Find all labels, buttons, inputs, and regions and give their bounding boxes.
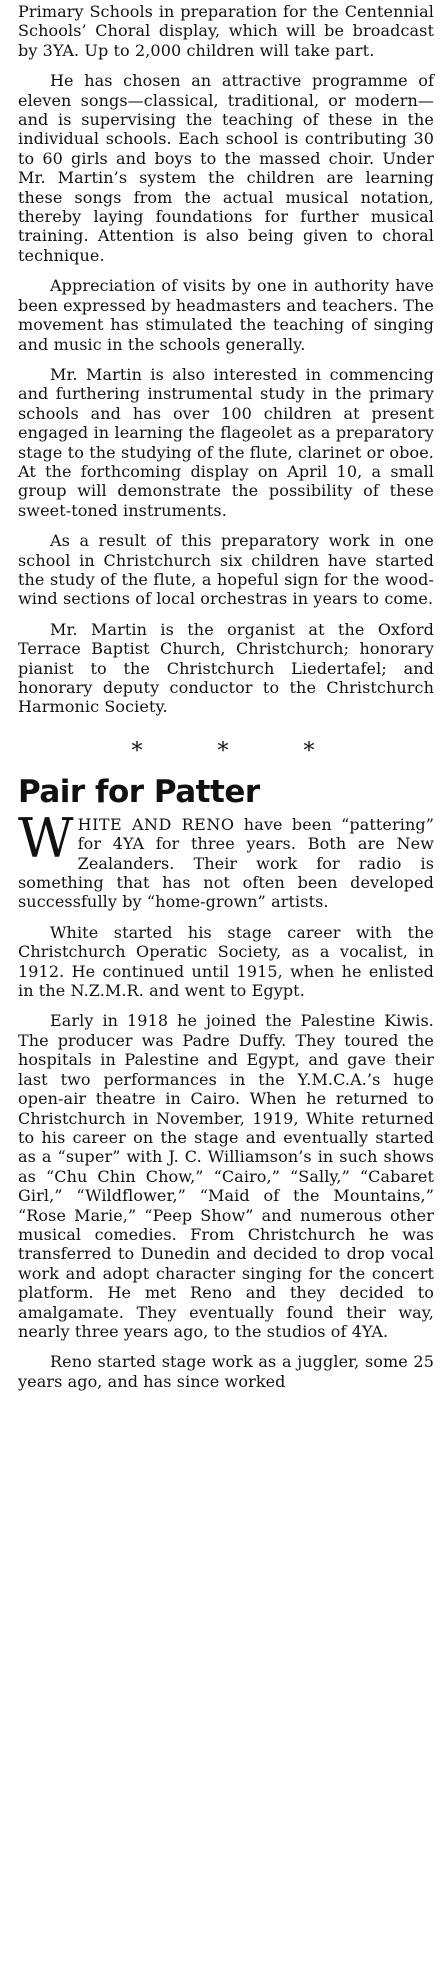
article1-paragraph-6: Mr. Martin is the organist at the Oxford Terrace Baptist Church, Christchurch; honorary pianist to the Christchurch Liedertafel; and honorary deputy conductor to the Christchurch Harmonic Society. (18, 619, 434, 717)
article2-paragraph-1 (18, 806, 434, 912)
article2-paragraph-1-text: have been “pattering” for 4YA for three years. Both are New Zealanders. Their work for radio is something that has not often been developed successfully by “home-grown” artists. (18, 814, 434, 912)
article2-headline: Pair for Patter (18, 773, 260, 810)
drop-cap-letter: W (18, 806, 74, 870)
section-separator: * * * (131, 738, 349, 764)
article1-paragraph-1: Primary Schools in preparation for the Centennial Schools’ Choral display, which will be broadcast by 3YA. Up to 2,000 children will take part. (18, 2, 434, 60)
lead-in-words: HITE AND RENO (77, 814, 235, 834)
article1-paragraph-2: He has chosen an attractive programme of eleven songs—classical, traditional, or modern—and is supervising the teaching of these in the individual schools. Each school is contributing 30 to 60 girls and boys to the massed choir. Under Mr. Martin’s system the children are learning these songs from the actual musical notation, thereby laying foundations for further musical training. Attention is also being given to choral technique. (18, 71, 434, 265)
text-column (18, 2, 434, 1391)
article2-paragraph-2: White started his stage career with the Christchurch Operatic Society, as a vocalist, in 1912. He continued until 1915, when he enlisted in the N.Z.M.R. and went to Egypt. (18, 922, 434, 1001)
article2-paragraph-4: Reno started stage work as a juggler, some 25 years ago, and has since worked (18, 1352, 434, 1391)
article2-paragraph-3: Early in 1918 he joined the Palestine Kiwis. The producer was Padre Duffy. They toured the hospitals in Palestine and Egypt, and gave their last two performances in the Y.M.C.A.’s huge open-air theatre in Cairo. When he returned to Christchurch in November, 1919, White returned to his career on the stage and eventually started as a “super” with J. C. Williamson’s in such shows as “Chu Chin Chow,” “Cairo,” “Sally,” “Cabaret Girl,” “Wildflower,” “Maid of the Mountains,” “Rose Marie,” “Peep Show” and numerous other musical comedies. From Christchurch he was transferred to Dunedin and decided to drop vocal work and adopt character singing for the concert platform. He met Reno and they decided to amalgamate. They eventually found their way, nearly three years ago, to the studios of 4YA. (18, 1011, 434, 1341)
article1-paragraph-3: Appreciation of visits by one in authority have been expressed by headmasters and teachers. The movement has stimulated the teaching of singing and music in the schools generally. (18, 276, 434, 354)
article1-paragraph-5: As a result of this preparatory work in one school in Christchurch six children have started the study of the flute, a hopeful sign for the wood-wind sections of local orchestras in years to come. (18, 531, 434, 609)
article1-paragraph-4: Mr. Martin is also interested in commencing and furthering instrumental study in the primary schools and has over 100 children at present engaged in learning the flageolet as a preparatory stage to the studying of the flute, clarinet or oboe. At the forthcoming display on April 10, a small group will demonstrate the possibility of these sweet-toned instruments. (18, 364, 434, 520)
